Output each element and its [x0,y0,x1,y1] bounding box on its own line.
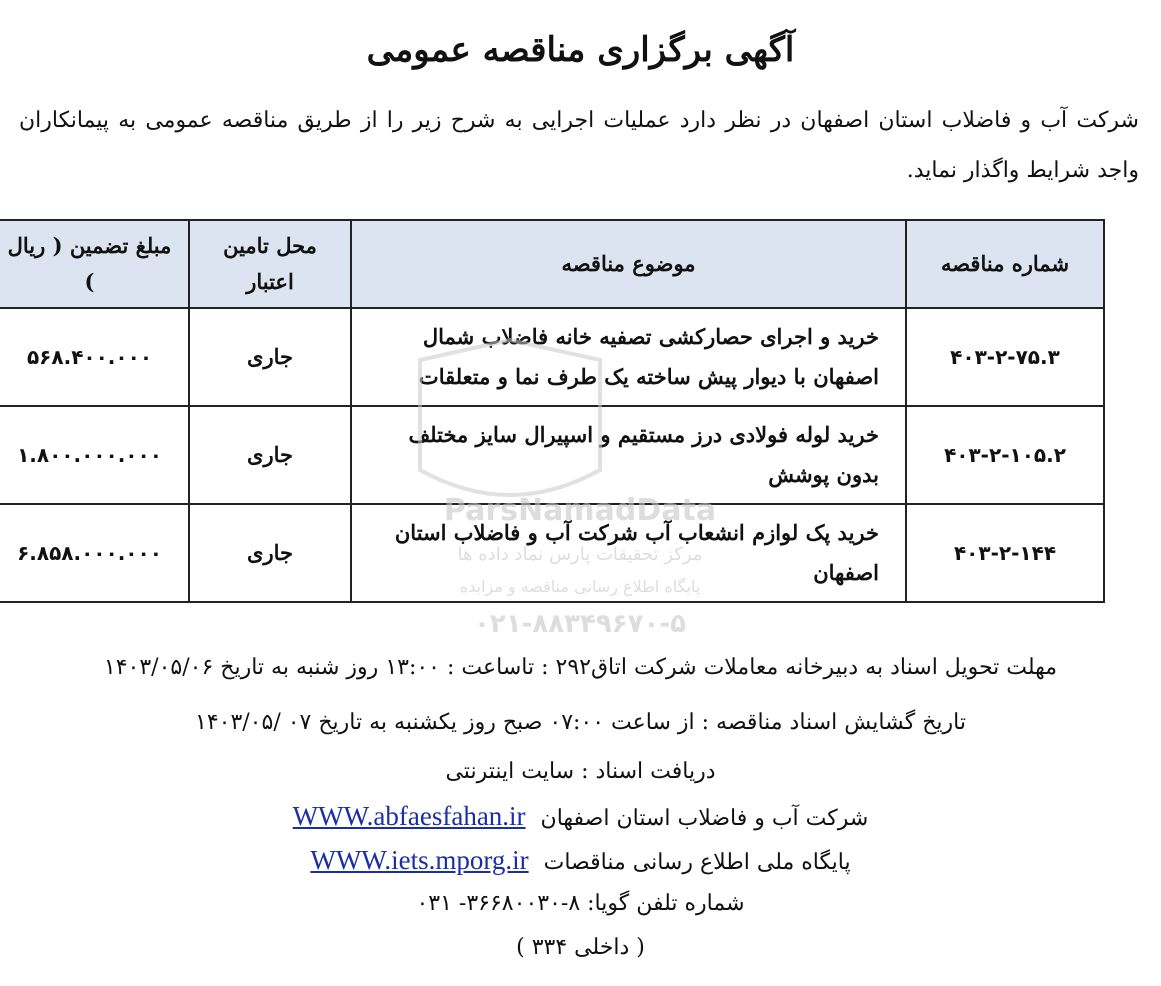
watermark-line2: پایگاه اطلاع رسانی مناقصه و مزایده [459,577,701,596]
delivery-deadline: مهلت تحویل اسناد به دبیرخانه معاملات شرکت اتاق۲۹۲ : تاساعت : ۱۳:۰۰ روز شنبه به تاریخ ۱۴۰۳/۰۵/۰۶ [103,655,1058,680]
portal-website-link[interactable]: WWW.iets.mporg.ir [310,845,529,875]
credit-source: جاری [189,308,351,406]
phone-number: شماره تلفن گویا: ۸-۳۶۶۸۰۰۳۰- ۰۳۱ [416,891,745,916]
company-website-link[interactable]: WWW.abfaesfahan.ir [292,801,526,831]
header-guarantee-amount: مبلغ تضمین ( ریال ) [0,220,189,308]
tender-subject: خرید پک لوازم انشعاب آب شرکت آب و فاضلاب استان اصفهان [351,504,906,602]
watermark-brand: ParsNamadData [443,493,717,528]
portal-website-line [0,838,1161,882]
tender-subject: خرید و اجرای حصارکشی تصفیه خانه فاضلاب شمال اصفهان با دیوار پیش ساخته یک طرف نما و متعلقات [351,308,906,406]
tender-number: ۴۰۳-۲-۷۵.۳ [906,308,1104,406]
document-receipt: دریافت اسناد : سایت اینترنتی [445,759,716,784]
company-website-label: شرکت آب و فاضلاب استان اصفهان [540,806,869,831]
header-tender-subject: موضوع مناقصه [351,220,906,308]
watermark-line1: مرکز تحقیقات پارس نماد داده ها [457,544,703,565]
notice-title: آگهی برگزاری مناقصه عمومی [366,30,795,70]
company-website-line [0,794,1161,838]
tender-number: ۴۰۳-۲-۱۴۴ [906,504,1104,602]
opening-date: تاریخ گشایش اسناد مناقصه : از ساعت ۰۷:۰۰ صبح روز یکشنبه به تاریخ ۰۷ /۱۴۰۳/۰۵ [195,710,966,735]
guarantee-amount: ۵۶۸.۴۰۰.۰۰۰ [0,308,189,406]
credit-source: جاری [189,406,351,504]
tender-table [0,219,1105,603]
table-row [0,504,1104,602]
header-credit-source: محل تامین اعتبار [189,220,351,308]
phone-extension: ( داخلی ۳۳۴ ) [516,935,645,960]
table-row [0,308,1104,406]
intro-paragraph: شرکت آب و فاضلاب استان اصفهان در نظر دارد عملیات اجرایی به شرح زیر را از طریق مناقصه عمومی به پیمانکاران واجد شرایط واگذار نماید. [19,108,1139,183]
tender-number: ۴۰۳-۲-۱۰۵.۲ [906,406,1104,504]
tender-subject: خرید لوله فولادی درز مستقیم و اسپیرال سایز مختلف بدون پوشش [351,406,906,504]
notice-footer [0,640,1161,970]
tender-table-wrapper [7,219,1105,603]
credit-source: جاری [189,504,351,602]
table-header-row [0,220,1104,308]
guarantee-amount: ۶.۸۵۸.۰۰۰.۰۰۰ [0,504,189,602]
portal-website-label: پایگاه ملی اطلاع رسانی مناقصات [543,850,851,875]
table-row [0,406,1104,504]
guarantee-amount: ۱.۸۰۰.۰۰۰.۰۰۰ [0,406,189,504]
watermark-phone: ۰۲۱-۸۸۳۴۹۶۷۰-۵ [473,609,687,639]
header-tender-number: شماره مناقصه [906,220,1104,308]
